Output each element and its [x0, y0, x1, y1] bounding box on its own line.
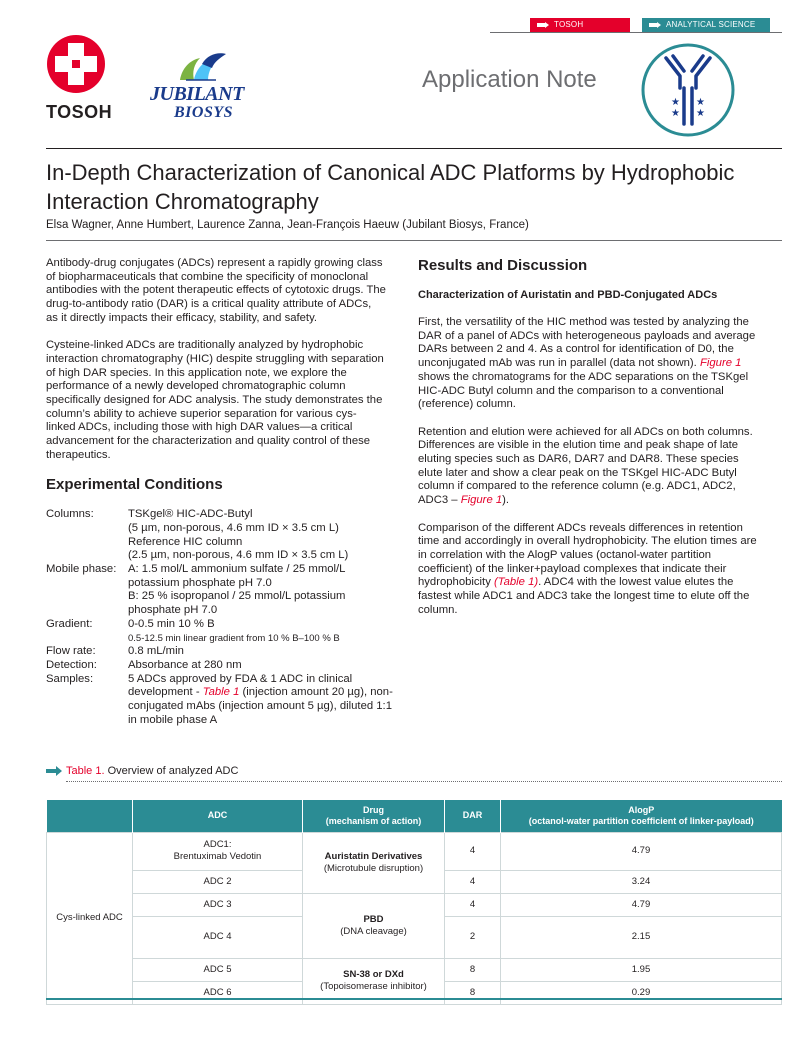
right-column: [418, 257, 758, 631]
adc-cell: ADC 6: [133, 981, 303, 1004]
mobile-phase-label: Mobile phase:: [46, 563, 117, 576]
figure-1-link[interactable]: Figure 1: [460, 494, 503, 507]
alogp-cell: 3.24: [501, 870, 782, 893]
title-divider: [46, 240, 782, 241]
adc-cell: ADC1: Brentuximab Vedotin: [133, 832, 303, 870]
jubilant-name: JUBILANT: [150, 83, 244, 105]
columns-value-2: (5 µm, non-porous, 4.6 mm ID × 3.5 cm L): [128, 521, 339, 534]
arrow-icon: [537, 22, 549, 28]
adc-table: [46, 800, 782, 1005]
table-caption-label: Table 1.: [66, 765, 105, 777]
dotted-divider: [66, 781, 782, 782]
analytical-science-tag: ANALYTICAL SCIENCE: [642, 18, 770, 32]
table-1-link[interactable]: (Table 1): [493, 576, 539, 589]
table-row: [47, 958, 782, 981]
conditions-list: [46, 508, 396, 727]
table-caption: [46, 765, 782, 777]
drug-cell: PBD (DNA cleavage): [303, 893, 445, 958]
antibody-icon: [640, 42, 736, 138]
samples-row: [46, 673, 396, 728]
alogp-cell: 0.29: [501, 981, 782, 1004]
samples-value: 5 ADCs approved by FDA & 1 ADC in clinical development - Table 1 (injection amount 20 µg), non-conjugated mAbs (injection amount 5 µg), diluted 1:1 in mobile phase A: [128, 672, 393, 726]
svg-text:★: ★: [671, 108, 680, 119]
dar-cell: 4: [445, 893, 501, 916]
adc-cell: ADC 3: [133, 893, 303, 916]
top-bar: [490, 16, 782, 43]
bird-icon: [172, 50, 232, 82]
header-divider: [46, 148, 782, 149]
dar-cell: 4: [445, 832, 501, 870]
header-alogp: AlogP (octanol-water partition coefficient of linker-payload): [501, 800, 782, 832]
flow-rate-value: 0.8 mL/min: [128, 645, 184, 658]
document-type: Application Note: [422, 66, 597, 93]
dar-cell: 8: [445, 981, 501, 1004]
top-divider: [490, 32, 782, 33]
dar-cell: 2: [445, 916, 501, 958]
alogp-cell: 4.79: [501, 893, 782, 916]
table-row: [47, 893, 782, 916]
results-paragraph-3: Comparison of the different ADCs reveals differences in retention time and accordingly in overall hydrophobicity. The elution times are in correlation with the AlogP values (octanol-water partition coefficient) of the linker+payload complexes that indicate their hydrophobicity (Table 1). ADC4 with the lowest value elutes the fastest while ADC1 and ADC3 take the longest time to elute off the column.: [418, 521, 757, 616]
flow-rate-row: [46, 645, 396, 659]
figure-1-link[interactable]: Figure 1: [699, 357, 742, 370]
columns-value-4: (2.5 µm, non-porous, 4.6 mm ID × 3.5 cm L): [128, 549, 349, 562]
dar-cell: 8: [445, 958, 501, 981]
columns-value-1: TSKgel® HIC-ADC-Butyl: [128, 508, 253, 521]
tosoh-logo-icon: [46, 34, 106, 94]
arrow-icon: [46, 766, 62, 776]
detection-row: [46, 659, 396, 673]
arrow-icon: [649, 22, 661, 28]
left-column: [46, 257, 393, 727]
authors: Elsa Wagner, Anne Humbert, Laurence Zanna, Jean-François Haeuw (Jubilant Biosys, France): [46, 219, 529, 231]
header-dar: DAR: [445, 800, 501, 832]
table-row: [47, 832, 782, 870]
intro-paragraph-1: Antibody-drug conjugates (ADCs) represent a rapidly growing class of biopharmaceuticals that combine the specificity of monoclonal antibodies with the potent therapeutic effects of cytotoxic drugs. The drug-to-antibody ratio (DAR) is a critical quality attribute of ADCs, as it directly impacts their efficacy, stability, and safety.: [46, 257, 386, 324]
mobile-phase-row: [46, 563, 396, 618]
results-paragraph-1: First, the versatility of the HIC method was tested by analyzing the DAR of a panel of ADCs with heterogeneous payloads and average DARs between 2 and 4. As a control for identification of D0, the unconjugated mAb was run in parallel (data not shown). Figure 1 shows the chromatograms for the ADC separations on the TSKgel HIC-ADC Butyl column and the comparison to a conventional (reference) column.: [418, 316, 756, 411]
table-1-link[interactable]: Table 1: [202, 686, 240, 699]
drug-cell: Auristatin Derivatives (Microtubule disruption): [303, 832, 445, 893]
svg-text:★: ★: [671, 97, 680, 108]
results-paragraph-2: Retention and elution were achieved for all ADCs on both columns. Differences are visible in the elution time and peak shape of late eluting species such as DAR6, DAR7 and DAR8. These species elute later and show a clear peak on the TSKgel HIC-ADC Butyl column if compared to the reference column (e.g. ADC1, ADC2, ADC3 – Figure 1).: [418, 425, 753, 507]
dar-cell: 4: [445, 870, 501, 893]
adc-cell: ADC 4: [133, 916, 303, 958]
mobile-phase-b: B: 25 % isopropanol / 25 mmol/L potassium phosphate pH 7.0: [128, 590, 346, 617]
svg-text:★: ★: [696, 97, 705, 108]
svg-text:★: ★: [696, 108, 705, 119]
detection-value: Absorbance at 280 nm: [128, 658, 242, 671]
adc-cell: ADC 2: [133, 870, 303, 893]
experimental-heading: Experimental Conditions: [46, 476, 223, 494]
adc-cell: ADC 5: [133, 958, 303, 981]
header-adc: ADC: [133, 800, 303, 832]
jubilant-logo: [150, 50, 250, 126]
gradient-value-2: 0.5-12.5 min linear gradient from 10 % B–100 % B: [128, 632, 340, 644]
alogp-cell: 2.15: [501, 916, 782, 958]
table-caption-text: Overview of analyzed ADC: [104, 765, 239, 777]
page-title: In-Depth Characterization of Canonical ADC Platforms by Hydrophobic Interaction Chromatography: [46, 160, 735, 214]
columns-value-3: Reference HIC column: [128, 535, 243, 548]
gradient-label: Gradient:: [46, 617, 93, 630]
group-cell: Cys-linked ADC: [47, 832, 133, 1004]
table-bottom-rule: [46, 998, 782, 1000]
table-header-row: [47, 800, 782, 832]
detection-label: Detection:: [46, 658, 97, 671]
drug-cell: SN-38 or DXd (Topoisomerase inhibitor): [303, 958, 445, 1004]
samples-label: Samples:: [46, 672, 94, 685]
alogp-cell: 1.95: [501, 958, 782, 981]
columns-row: [46, 508, 396, 563]
results-heading: Results and Discussion: [418, 257, 588, 274]
mobile-phase-a: A: 1.5 mol/L ammonium sulfate / 25 mmol/L potassium phosphate pH 7.0: [128, 563, 346, 589]
jubilant-sub: BIOSYS: [174, 104, 234, 121]
results-subheading: Characterization of Auristatin and PBD-Conjugated ADCs: [418, 289, 718, 301]
tosoh-bioscience-tag: TOSOH BIOSCIENCE: [530, 18, 630, 32]
tosoh-logo-text: TOSOH: [46, 102, 113, 122]
alogp-cell: 4.79: [501, 832, 782, 870]
intro-paragraph-2: Cysteine-linked ADCs are traditionally analyzed by hydrophobic interaction chromatography (HIC) despite struggling with separation of high DAR species. In this application note, we explore the performance of a newly developed chromatographic column specifically designed for ADC analysis. The study demonstrates the column’s ability to achieve superior separation for various cys-linked ADCs, including those with high DAR values—a critical advancement for the characterization and quality control of these therapeutics.: [46, 339, 384, 461]
header-drug: Drug (mechanism of action): [303, 800, 445, 832]
gradient-row: [46, 618, 396, 645]
columns-label: Columns:: [46, 508, 94, 521]
flow-rate-label: Flow rate:: [46, 645, 96, 658]
gradient-value-1: 0-0.5 min 10 % B: [128, 617, 215, 630]
